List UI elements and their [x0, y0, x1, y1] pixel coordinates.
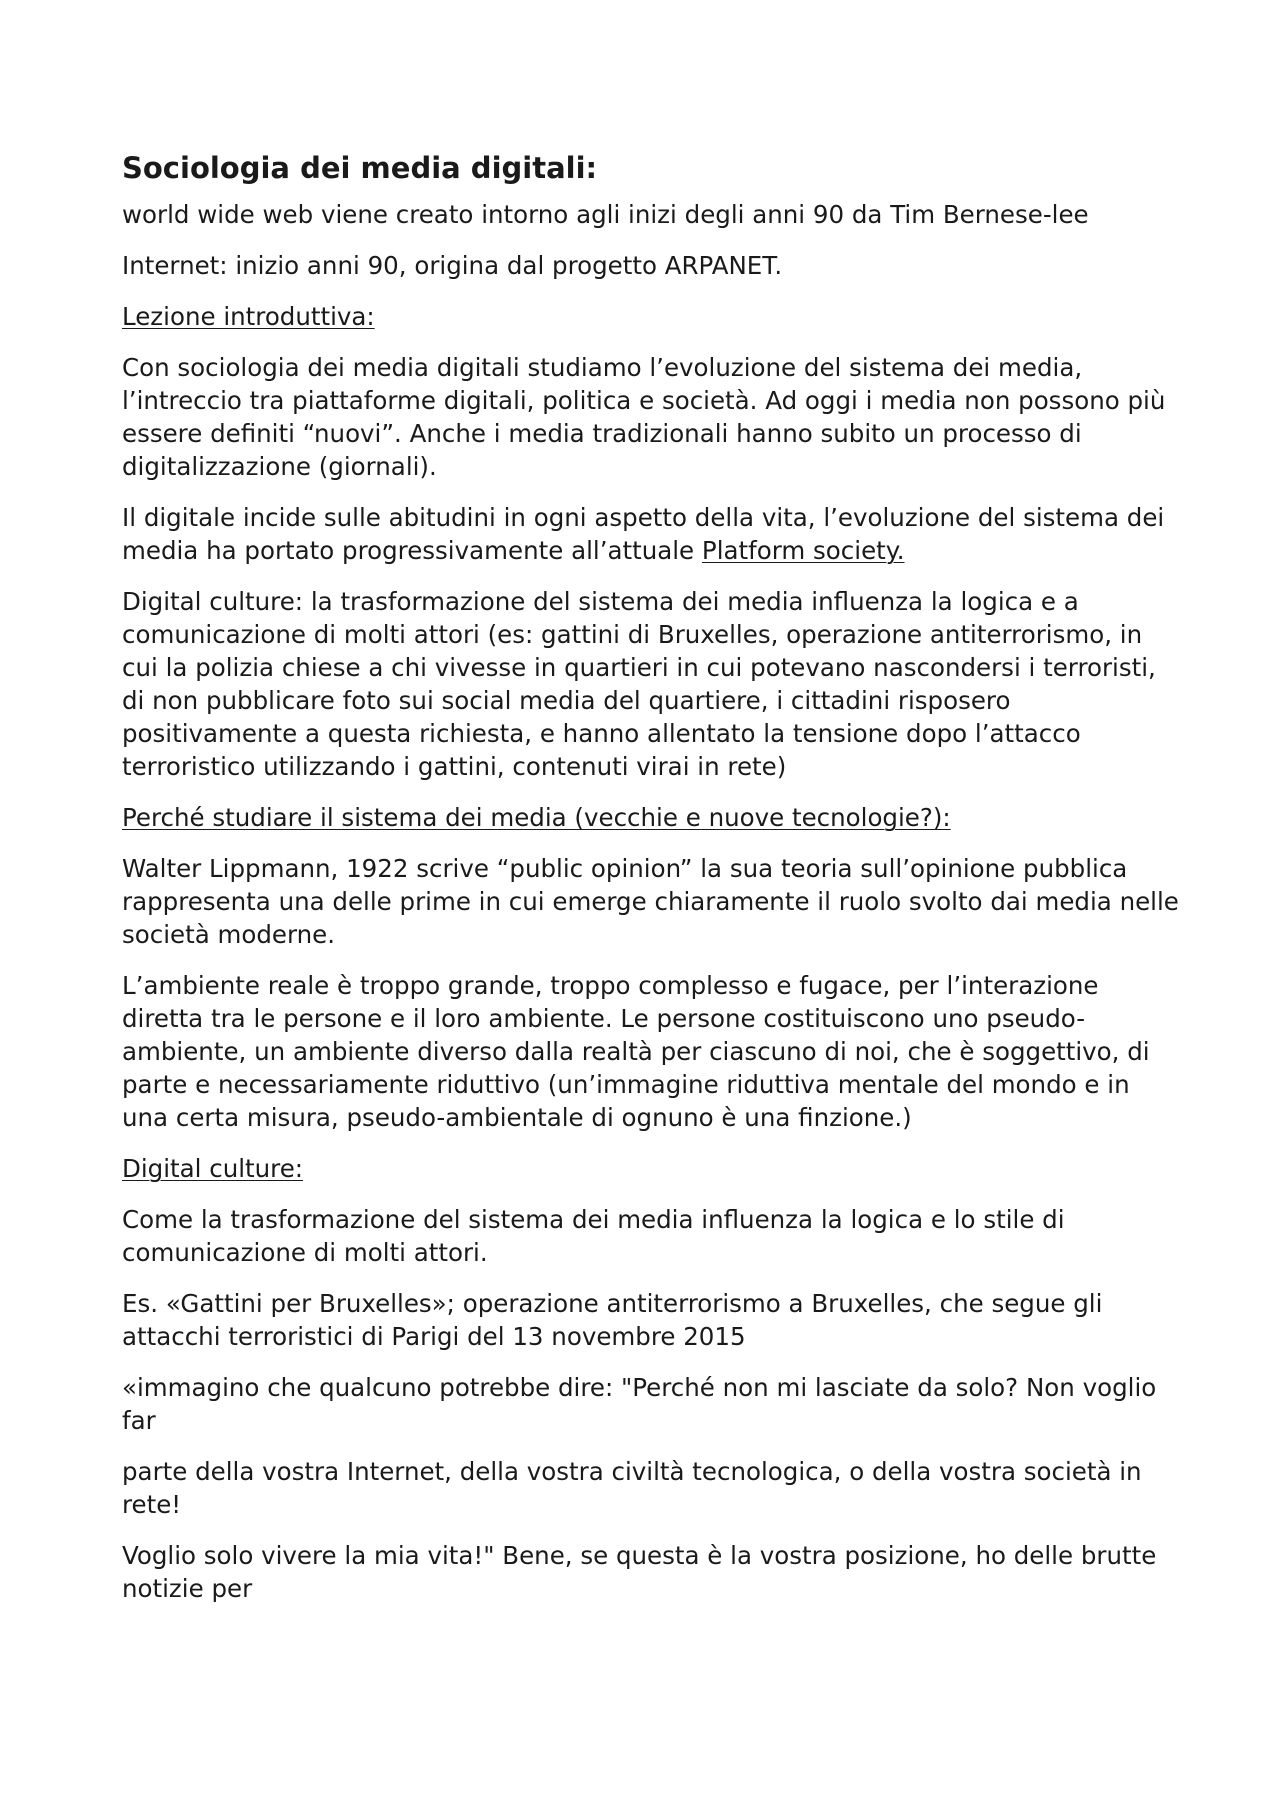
paragraph-quote-2: parte della vostra Internet, della vostra civiltà tecnologica, o della vostra società in rete! [122, 1457, 1142, 1519]
document-page [122, 150, 1182, 1623]
paragraph-digitale-text: Il digitale incide sulle abitudini in ogni aspetto della vita, l’evoluzione del sistema dei media ha portato progressivamente all’attuale [122, 503, 1165, 565]
paragraph-intro: Con sociologia dei media digitali studiamo l’evoluzione del sistema dei media, l’intreccio tra piattaforme digitali, politica e società. Ad oggi i media non possono più essere definiti “nuovi”. Anche i media tradizionali hanno subito un processo di digitalizzazione (giornali). [122, 353, 1166, 481]
platform-society-term: Platform society. [701, 536, 905, 565]
paragraph-ambiente: L’ambiente reale è troppo grande, troppo complesso e fugace, per l’interazione diretta tra le persone e il loro ambiente. Le persone costituiscono uno pseudo-ambiente, un ambiente diverso dalla realtà per ciascuno di noi, che è soggettivo, di parte e necessariamente riduttivo (un’immagine riduttiva mentale del mondo e in una certa misura, pseudo-ambientale di ognuno è una finzione.) [122, 971, 1150, 1132]
paragraph-www: world wide web viene creato intorno agli inizi degli anni 90 da Tim Bernese-lee [122, 200, 1089, 229]
paragraph-quote-1: «immagino che qualcuno potrebbe dire: "Perché non mi lasciate da solo? Non voglio far [122, 1373, 1157, 1435]
paragraph-lippmann: Walter Lippmann, 1922 scrive “public opinion” la sua teoria sull’opinione pubblica rappresenta una delle prime in cui emerge chiaramente il ruolo svolto dai media nelle società moderne. [122, 854, 1179, 949]
paragraph-internet: Internet: inizio anni 90, origina dal progetto ARPANET. [122, 251, 783, 280]
heading-intro-text: Lezione introduttiva: [122, 302, 375, 331]
paragraph-example: Es. «Gattini per Bruxelles»; operazione antiterrorismo a Bruxelles, che segue gli attacchi terroristici di Parigi del 13 novembre 2015 [122, 1289, 1103, 1351]
paragraph-culture-definition: Come la trasformazione del sistema dei media influenza la logica e lo stile di comunicazione di molti attori. [122, 1205, 1065, 1267]
paragraph-digital-culture: Digital culture: la trasformazione del sistema dei media influenza la logica e a comunicazione di molti attori (es: gattini di Bruxelles, operazione antiterrorismo, in cui la polizia chiese a chi vivesse in quartieri in cui potevano nascondersi i terroristi, di non pubblicare foto sui social media del quartiere, i cittadini risposero positivamente a questa richiesta, e hanno allentato la tensione dopo l’attacco terroristico utilizzando i gattini, contenuti virai in rete) [122, 587, 1156, 781]
paragraph-digitale [122, 501, 1182, 567]
section-heading-perche [122, 801, 1182, 834]
section-heading-culture [122, 1152, 1182, 1185]
heading-culture-text: Digital culture: [122, 1154, 304, 1183]
page-title: Sociologia dei media digitali: [122, 151, 598, 185]
paragraph-quote-3: Voglio solo vivere la mia vita!" Bene, se questa è la vostra posizione, ho delle brutte notizie per [122, 1541, 1157, 1603]
section-heading-intro [122, 300, 1182, 333]
heading-perche-text: Perché studiare il sistema dei media (vecchie e nuove tecnologie?): [122, 803, 951, 832]
